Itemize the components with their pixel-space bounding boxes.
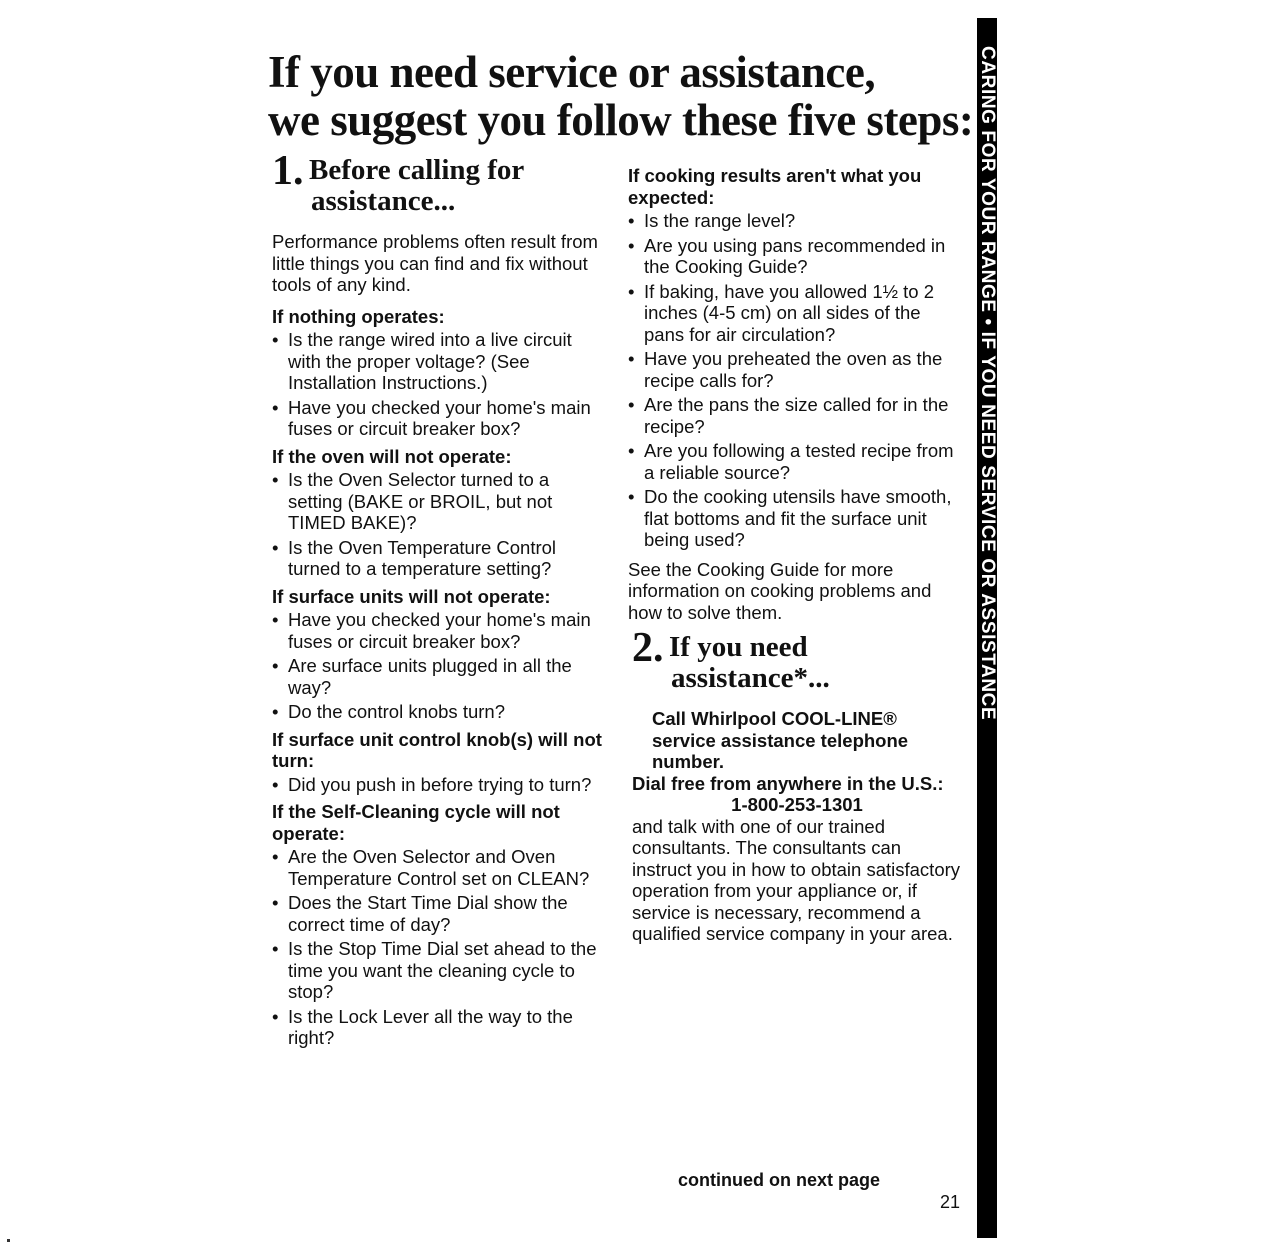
list-item: • Is the range wired into a live circuit with the proper voltage? (See Installation Instructions.)	[272, 329, 602, 394]
checklist	[272, 329, 602, 440]
list-item: • Is the Stop Time Dial set ahead to the time you want the cleaning cycle to stop?	[272, 938, 602, 1003]
dial-line: Dial free from anywhere in the U.S.:	[632, 772, 944, 794]
scan-mark	[7, 1239, 10, 1242]
title-line-1: If you need service or assistance,	[268, 47, 876, 97]
section-control-knobs	[272, 729, 602, 796]
step1-heading-line1: Before calling for	[309, 154, 525, 186]
section-heading: If surface units will not operate:	[272, 585, 551, 607]
list-item: • Is the Oven Temperature Control turned to a temperature setting?	[272, 537, 602, 580]
step1-heading-line2: assistance...	[311, 185, 456, 217]
section-oven-not-operate	[272, 446, 602, 580]
step2-number: 2.	[632, 625, 664, 671]
section-tab-label: CARING FOR YOUR RANGE • IF YOU NEED SERVICE OR ASSISTANCE	[977, 46, 998, 721]
step2-heading-line2: assistance*...	[671, 662, 830, 694]
checklist	[272, 846, 602, 1049]
list-item: • If baking, have you allowed 1½ to 2 inches (4-5 cm) on all sides of the pans for air circulation?	[628, 281, 956, 346]
step2-heading-line1: If you need	[669, 631, 808, 663]
list-item: • Did you push in before trying to turn?	[272, 774, 602, 796]
section-heading: If cooking results aren't what you expected:	[628, 165, 922, 208]
list-item: • Is the Lock Lever all the way to the right?	[272, 1006, 602, 1049]
cooking-column	[628, 165, 956, 623]
list-item: • Are the pans the size called for in the recipe?	[628, 394, 956, 437]
section-surface-units	[272, 586, 602, 723]
list-item: • Are the Oven Selector and Oven Temperature Control set on CLEAN?	[272, 846, 602, 889]
checklist	[628, 210, 956, 551]
section-heading: If the oven will not operate:	[272, 445, 512, 467]
list-item: • Have you checked your home's main fuses or circuit breaker box?	[272, 609, 602, 652]
step2-heading	[632, 625, 962, 694]
section-nothing-operates	[272, 306, 602, 440]
page-number: 21	[940, 1192, 961, 1212]
checklist	[272, 469, 602, 580]
step1-heading	[272, 148, 602, 217]
list-item: • Do the control knobs turn?	[272, 701, 602, 723]
list-item: • Do the cooking utensils have smooth, flat bottoms and fit the surface unit being used?	[628, 486, 956, 551]
phone-number: 1-800-253-1301	[731, 794, 863, 815]
step1-number: 1.	[272, 148, 304, 194]
list-item: • Are you following a tested recipe from a reliable source?	[628, 440, 956, 483]
list-item: • Have you preheated the oven as the recipe calls for?	[628, 348, 956, 391]
section-heading: If the Self-Cleaning cycle will not operate:	[272, 801, 560, 844]
step2-column	[632, 625, 962, 945]
title-line-2: we suggest you follow these five steps:	[268, 95, 974, 145]
section-tab	[977, 18, 997, 1238]
list-item: • Is the range level?	[628, 210, 956, 232]
section-self-cleaning	[272, 801, 602, 1049]
call-instructions	[632, 708, 962, 794]
list-item: • Does the Start Time Dial show the correct time of day?	[272, 892, 602, 935]
list-item: • Are you using pans recommended in the Cooking Guide?	[628, 235, 956, 278]
step1-intro: Performance problems often result from little things you can find and fix without tools of any kind.	[272, 231, 598, 295]
list-item: • Is the Oven Selector turned to a setting (BAKE or BROIL, but not TIMED BAKE)?	[272, 469, 602, 534]
call-line: Call Whirlpool COOL-LINE® service assistance telephone number.	[652, 708, 909, 772]
list-item: • Have you checked your home's main fuses or circuit breaker box?	[272, 397, 602, 440]
step1-column	[272, 148, 602, 1052]
list-item: • Are surface units plugged in all the way?	[272, 655, 602, 698]
checklist	[272, 609, 602, 723]
continued-note: continued on next page	[678, 1170, 881, 1190]
step2-body: and talk with one of our trained consultants. The consultants can instruct you in how to obtain satisfactory operation from your appliance or, if service is necessary, recommend a qualified service company in your area.	[632, 815, 961, 944]
checklist	[272, 774, 602, 796]
section-heading: If surface unit control knob(s) will not turn:	[272, 728, 602, 771]
page-title	[268, 47, 974, 145]
cooking-guide-note: See the Cooking Guide for more information on cooking problems and how to solve them.	[628, 558, 932, 623]
section-heading: If nothing operates:	[272, 305, 445, 327]
